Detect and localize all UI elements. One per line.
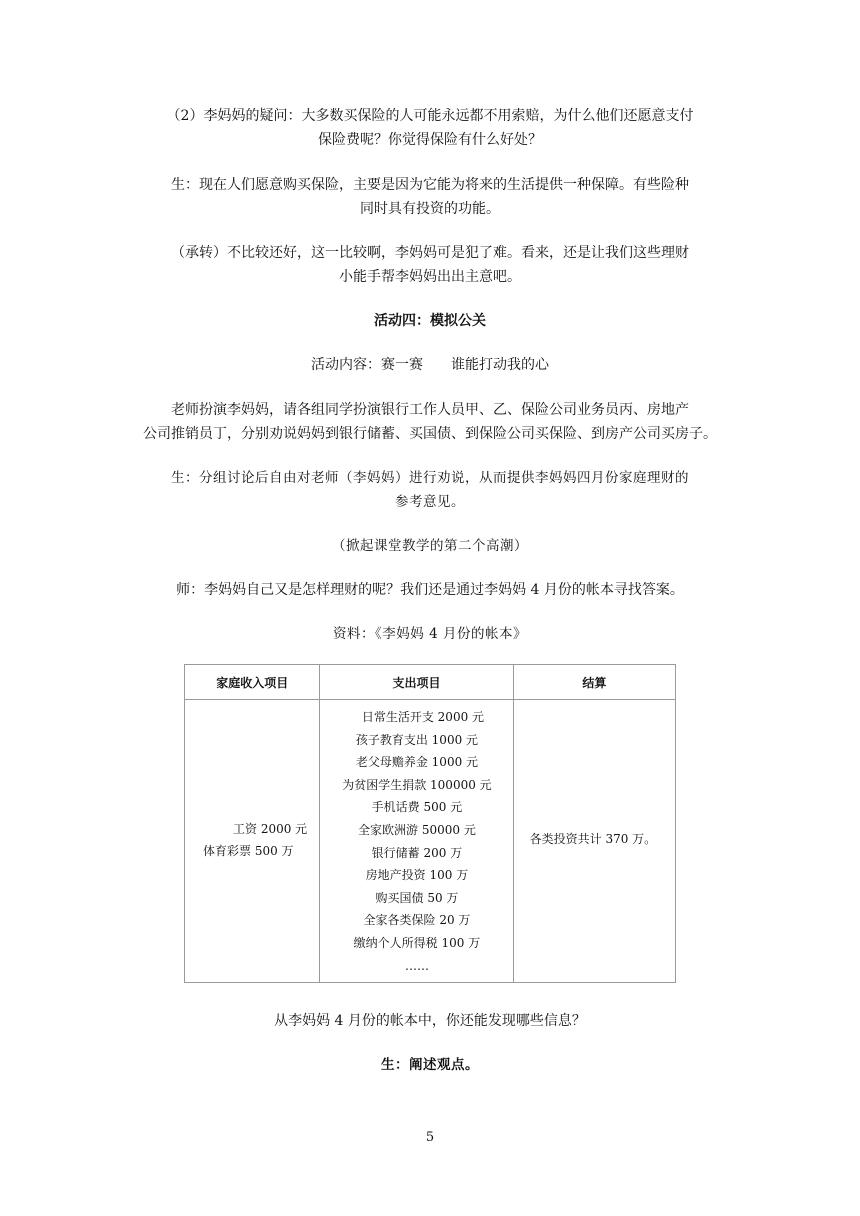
table-row — [185, 700, 676, 983]
income-cell — [185, 700, 320, 983]
question-2-line-1: （2）李妈妈的疑问：大多数买保险的人可能永远都不用索赔，为什么他们还愿意支付 — [166, 108, 694, 124]
teacher-role-line-2: 公司推销员丁，分别劝说妈妈到银行储蓄、买国债、到保险公司买保险、到房产公司买房子。 — [143, 426, 717, 442]
expense-item: 手机话费 500 元 — [371, 800, 463, 815]
expense-item: 缴纳个人所得税 100 万 — [353, 935, 481, 950]
expense-item: 孩子教育支出 1000 元 — [355, 732, 479, 747]
student-answer-1-line-2: 同时具有投资的功能。 — [360, 201, 500, 217]
expense-item: 日常生活开支 2000 元 — [361, 710, 485, 724]
expense-item: 老父母赡养金 1000 元 — [355, 755, 479, 770]
student-answer-1-line-1: 生：现在人们愿意购买保险，主要是因为它能为将来的生活提供一种保障。有些险种 — [171, 177, 689, 193]
income-item: 工资 2000 元 — [233, 822, 308, 836]
transition-line-2: 小能手帮李妈妈出出主意吧。 — [339, 269, 521, 285]
header-settlement: 结算 — [513, 665, 675, 700]
header-income: 家庭收入项目 — [185, 665, 320, 700]
header-expenses: 支出项目 — [320, 665, 513, 700]
expense-item: 为贫困学生捐款 100000 元 — [342, 777, 492, 792]
expense-item: 全家各类保险 20 万 — [363, 913, 471, 928]
activity-content: 活动内容：赛一赛 谁能打动我的心 — [311, 357, 549, 373]
student-answer-2-line-2: 参考意见。 — [395, 494, 465, 510]
teacher-question: 师：李妈妈自己又是怎样理财的呢？我们还是通过李妈妈 4 月份的帐本寻找答案。 — [176, 582, 684, 598]
student-answer-2-line-1: 生：分组讨论后自由对老师（李妈妈）进行劝说，从而提供李妈妈四月份家庭理财的 — [171, 470, 689, 486]
expenses-cell — [320, 700, 513, 983]
climax-note: （掀起课堂教学的第二个高潮） — [332, 538, 528, 554]
student-answer-3: 生：阐述观点。 — [381, 1057, 479, 1073]
settlement-text: 各类投资共计 370 万。 — [529, 832, 657, 846]
expense-item: 房地产投资 100 万 — [365, 868, 469, 883]
expense-item: 购买国债 50 万 — [375, 890, 459, 905]
teacher-role-line-1: 老师扮演李妈妈，请各组同学扮演银行工作人员甲、乙、保险公司业务员丙、房地产 — [171, 402, 689, 418]
follow-up-question: 从李妈妈 4 月份的帐本中，你还能发现哪些信息？ — [274, 1013, 586, 1029]
settlement-cell — [513, 700, 675, 983]
expense-item: 银行储蓄 200 万 — [371, 845, 463, 860]
activity-title: 活动四：模拟公关 — [374, 313, 486, 329]
page-number: 5 — [425, 1130, 435, 1145]
account-book-table — [184, 664, 676, 983]
expense-item: …… — [404, 958, 429, 973]
material-caption: 资料：《李妈妈 4 月份的帐本》 — [333, 626, 527, 642]
income-item: 体育彩票 500 万 — [203, 844, 294, 858]
expense-item: 全家欧洲游 50000 元 — [358, 822, 476, 837]
transition-line-1: （承转）不比较还好，这一比较啊，李妈妈可是犯了难。看来，还是让我们这些理财 — [171, 245, 689, 261]
table-header-row — [185, 665, 676, 700]
question-2-line-2: 保险费呢？你觉得保险有什么好处？ — [318, 132, 542, 148]
